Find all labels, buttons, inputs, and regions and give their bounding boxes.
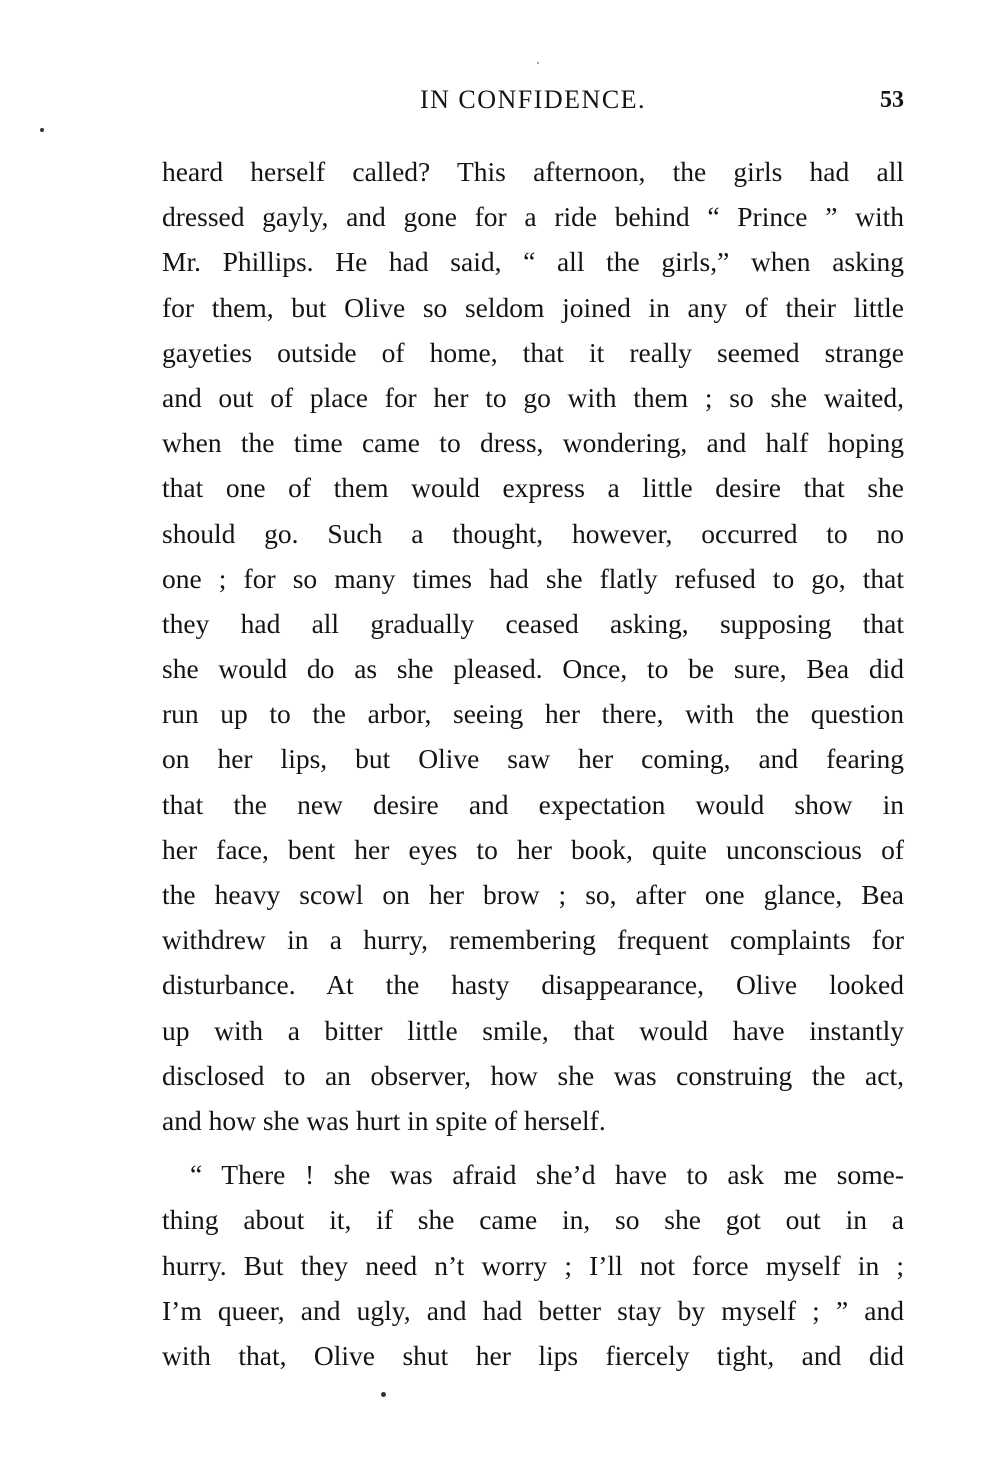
- text-line: one ; for so many times had she flatly refused to go, that: [162, 562, 904, 594]
- text-line: “ There ! she was afraid she’d have to ask me some-: [190, 1159, 904, 1191]
- text-line: and how she was hurt in spite of herself.: [162, 1104, 606, 1136]
- text-line: on her lips, but Olive saw her coming, and fearing: [162, 743, 904, 775]
- text-line: that the new desire and expectation would show in: [162, 788, 904, 820]
- text-line: thing about it, if she came in, so she got out in a: [162, 1204, 904, 1236]
- text-line: disclosed to an observer, how she was construing the act,: [162, 1059, 904, 1091]
- text-line: disturbance. At the hasty disappearance, Olive looked: [162, 969, 904, 1001]
- text-line: she would do as she pleased. Once, to be sure, Bea did: [162, 653, 904, 685]
- running-head: [162, 82, 904, 118]
- text-line: her face, bent her eyes to her book, quite unconscious of: [162, 833, 904, 865]
- text-line: and out of place for her to go with them ; so she waited,: [162, 381, 904, 413]
- running-title: IN CONFIDENCE.: [419, 85, 647, 114]
- paragraph-gap: [162, 1143, 904, 1152]
- text-line: heard herself called? This afternoon, the girls had all: [162, 156, 904, 187]
- text-line: up with a bitter little smile, that would have instantly: [162, 1014, 904, 1046]
- text-line: run up to the arbor, seeing her there, with the question: [162, 698, 904, 730]
- print-speck: [40, 128, 44, 132]
- text-line: that one of them would express a little desire that she: [162, 472, 904, 504]
- print-speck: [381, 1392, 386, 1397]
- paragraph: [162, 1152, 904, 1378]
- text-line: gayeties outside of home, that it really seemed strange: [162, 336, 904, 368]
- text-line: when the time came to dress, wondering, and half hoping: [162, 427, 904, 459]
- text-line: Mr. Phillips. He had said, “ all the girls,” when asking: [162, 246, 904, 278]
- text-line: withdrew in a hurry, remembering frequent complaints for: [162, 924, 904, 956]
- page-number: 53: [880, 87, 904, 113]
- text-line: dressed gayly, and gone for a ride behind “ Prince ” with: [162, 201, 904, 233]
- paragraph: [162, 149, 904, 1143]
- text-line: for them, but Olive so seldom joined in any of their little: [162, 291, 904, 323]
- text-line: they had all gradually ceased asking, supposing that: [162, 607, 904, 639]
- print-speck: [537, 62, 539, 64]
- text-line: the heavy scowl on her brow ; so, after one glance, Bea: [162, 879, 904, 910]
- body-text: [162, 149, 904, 1378]
- text-line: should go. Such a thought, however, occurred to no: [162, 517, 904, 549]
- text-line: I’m queer, and ugly, and had better stay by myself ; ” and: [162, 1294, 904, 1326]
- text-line: with that, Olive shut her lips fiercely tight, and did: [162, 1339, 904, 1371]
- text-line: hurry. But they need n’t worry ; I’ll not force myself in ;: [162, 1249, 904, 1281]
